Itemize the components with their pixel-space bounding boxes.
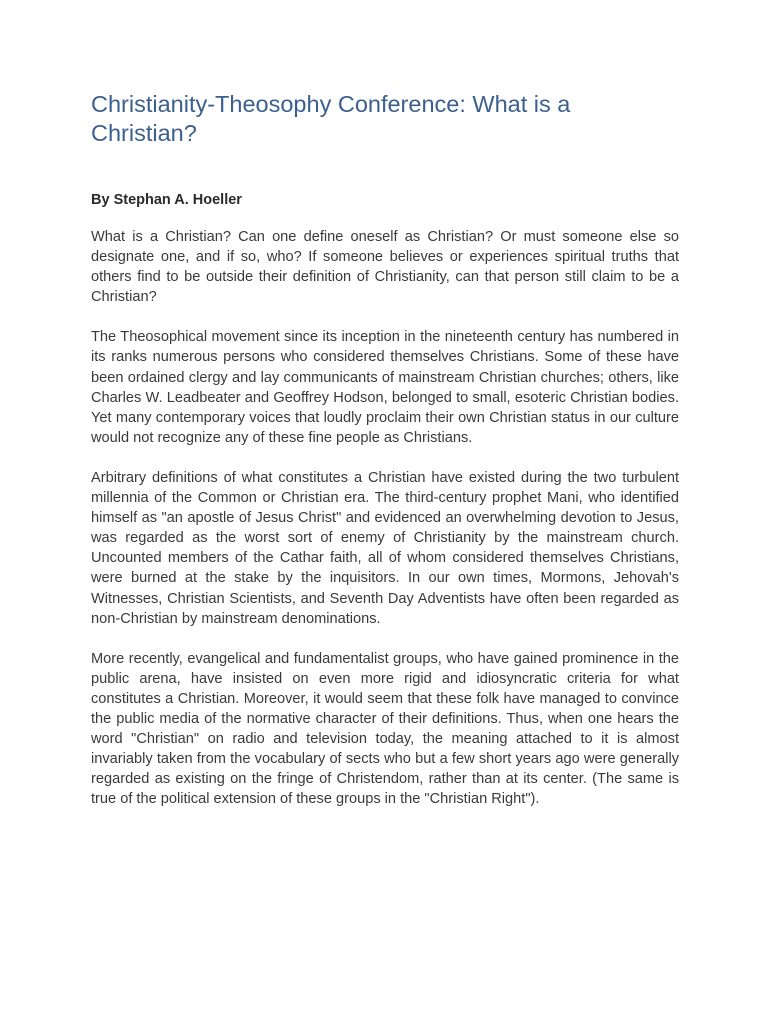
paragraph-3: Arbitrary definitions of what constitutes a Christian have existed during the two turbulent millennia of the Common or Christian era. The third-century prophet Mani, who identified himself as "an apostle of Jesus Christ" and evidenced an overwhelming devotion to Jesus, was regarded as the worst sort of enemy of Christianity by the mainstream church. Uncounted members of the Cathar faith, all of whom considered themselves Christians, were burned at the stake by the inquisitors. In our own times, Mormons, Jehovah's Witnesses, Christian Scientists, and Seventh Day Adventists have often been regarded as non-Christian by mainstream denominations. — [91, 469, 679, 627]
document-body — [91, 90, 679, 809]
author-byline: By Stephan A. Hoeller — [91, 192, 242, 208]
document-title: Christianity-Theosophy Conference: What is a Christian? — [91, 91, 571, 146]
paragraph-4: More recently, evangelical and fundamentalist groups, who have gained prominence in the public arena, have insisted on even more rigid and idiosyncratic criteria for what constitutes a Christian. Moreover, it would seem that these folk have managed to convince the public media of the normative character of their definitions. Thus, when one hears the word "Christian" on radio and television today, the meaning attached to it is almost invariably taken from the vocabulary of sects who but a few short years ago were generally regarded as existing on the fringe of Christendom, rather than at its center. (The same is true of the political extension of these groups in the "Christian Right"). — [91, 650, 679, 808]
paragraph-2: The Theosophical movement since its inception in the nineteenth century has numbered in its ranks numerous persons who considered themselves Christians. Some of these have been ordained clergy and lay communicants of mainstream Christian churches; others, like Charles W. Leadbeater and Geoffrey Hodson, belonged to small, esoteric Christian bodies. Yet many contemporary voices that loudly proclaim their own Christian status in our culture would not recognize any of these fine people as Christians. — [91, 329, 679, 446]
paragraph-1: What is a Christian? Can one define oneself as Christian? Or must someone else so designate one, and if so, who? If someone believes or experiences spiritual truths that others find to be outside their definition of Christianity, can that person still claim to be a Christian? — [91, 229, 679, 306]
